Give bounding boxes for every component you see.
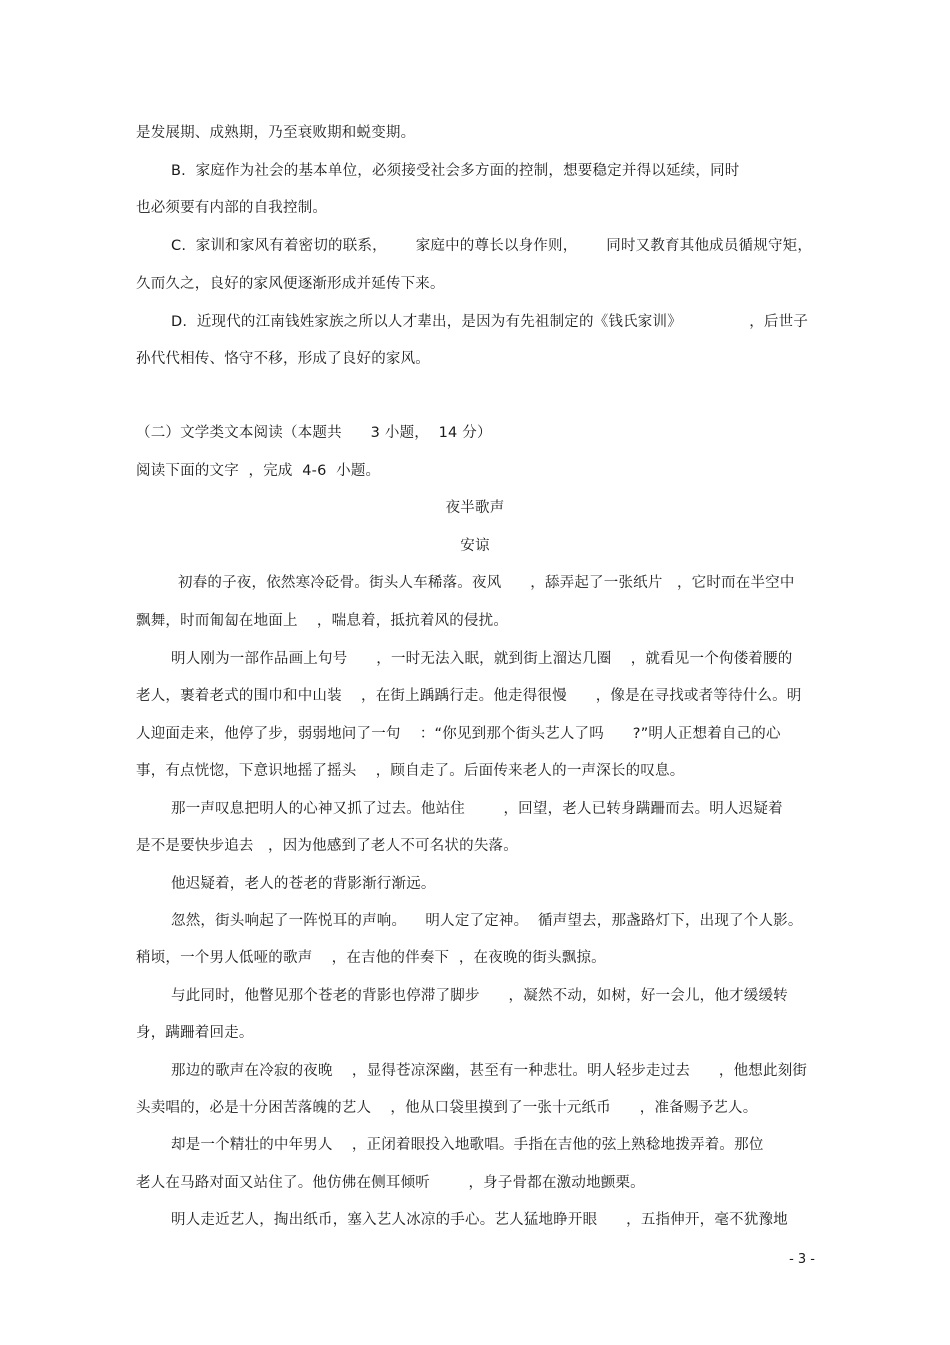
paragraph-line: 初春的子夜，依然寒冷砭骨。街头人车稀落。夜风 ，舔弄起了一张纸片 ，它时而在半空中: [178, 575, 795, 591]
option-c-line: C. 家训和家风有着密切的联系， 家庭中的尊长以身作则， 同时又教育其他成员循规守矩，: [171, 238, 813, 254]
paragraph-line: 事，有点恍惚，下意识地摇了摇头 ，顾自走了。后面传来老人的一声深长的叹息。: [136, 763, 685, 779]
paragraph-line: 飘舞，时而匍匐在地面上 ，喘息着，抵抗着风的侵扰。: [136, 613, 509, 629]
paragraph-line: 老人，裹着老式的围巾和中山装 ，在街上踽踽行走。他走得很慢 ，像是在寻找或者等待什么。明: [136, 688, 802, 704]
paragraph-line: 那一声叹息把明人的心神又抓了过去。他站住 ，回望，老人已转身蹒跚而去。明人迟疑着: [171, 801, 783, 817]
paragraph-line: 忽然，街头响起了一阵悦耳的声响。 明人定了定神。 循声望去，那盏路灯下，出现了个人影。: [171, 913, 803, 929]
story-author: 安谅: [460, 538, 490, 554]
paragraph-line: 稍顷，一个男人低哑的歌声 ，在吉他的伴奏下 ，在夜晚的街头飘掠。: [136, 950, 606, 966]
option-b-line: B. 家庭作为社会的基本单位，必须接受社会多方面的控制，想要稳定并得以延续，同时: [171, 163, 740, 179]
paragraph-line: 与此同时，他瞥见那个苍老的背影也停滞了脚步 ，凝然不动，如树，好一会儿，他才缓缓转: [171, 988, 788, 1004]
paragraph-line: 那边的歌声在冷寂的夜晚 ，显得苍凉深幽，甚至有一种悲壮。明人轻步走过去 ，他想此刻街: [171, 1063, 808, 1079]
instruction-line: 阅读下面的文字 ，完成 4-6 小题。: [136, 463, 381, 479]
paragraph-line: 身，蹒跚着回走。: [136, 1025, 254, 1041]
text-line: 是发展期、成熟期，乃至衰败期和蜕变期。: [136, 125, 416, 141]
page-number: - 3 -: [789, 1252, 815, 1267]
paragraph-line: 明人刚为一部作品画上句号 ，一时无法入眠，就到街上溜达几圈 ，就看见一个佝偻着腰的: [171, 651, 793, 667]
text-line: 久而久之，良好的家风便逐渐形成并延传下来。: [136, 276, 445, 292]
option-d-line: D. 近现代的江南钱姓家族之所以人才辈出，是因为有先祖制定的《钱氏家训》 ，后世子: [171, 314, 809, 330]
section-heading: （二）文学类文本阅读（本题共 3 小题， 14 分）: [136, 425, 492, 441]
paragraph-line: 人迎面走来，他停了步，弱弱地问了一句 ：“你见到那个街头艺人了吗 ?”明人正想着自己的心: [136, 726, 781, 742]
paragraph-line: 头卖唱的，必是十分困苦落魄的艺人 ，他从口袋里摸到了一张十元纸币 ，准备赐予艺人。: [136, 1100, 758, 1116]
story-title: 夜半歌声: [445, 500, 505, 516]
text-line: 也必须要有内部的自我控制。: [136, 200, 328, 216]
paragraph-line: 明人走近艺人，掏出纸币，塞入艺人冰凉的手心。艺人猛地睁开眼 ，五指伸开，毫不犹豫地: [171, 1212, 788, 1228]
paragraph-line: 却是一个精壮的中年男人 ，正闭着眼投入地歌唱。手指在吉他的弦上熟稔地拨弄着。那位: [171, 1137, 764, 1153]
paragraph-line: 他迟疑着，老人的苍老的背影渐行渐远。: [171, 876, 436, 892]
paragraph-line: 是不是要快步追去 ，因为他感到了老人不可名状的失落。: [136, 838, 518, 854]
text-line: 孙代代相传、恪守不移，形成了良好的家风。: [136, 351, 430, 367]
paragraph-line: 老人在马路对面又站住了。他仿佛在侧耳倾听 ，身子骨都在激动地颤栗。: [136, 1175, 645, 1191]
